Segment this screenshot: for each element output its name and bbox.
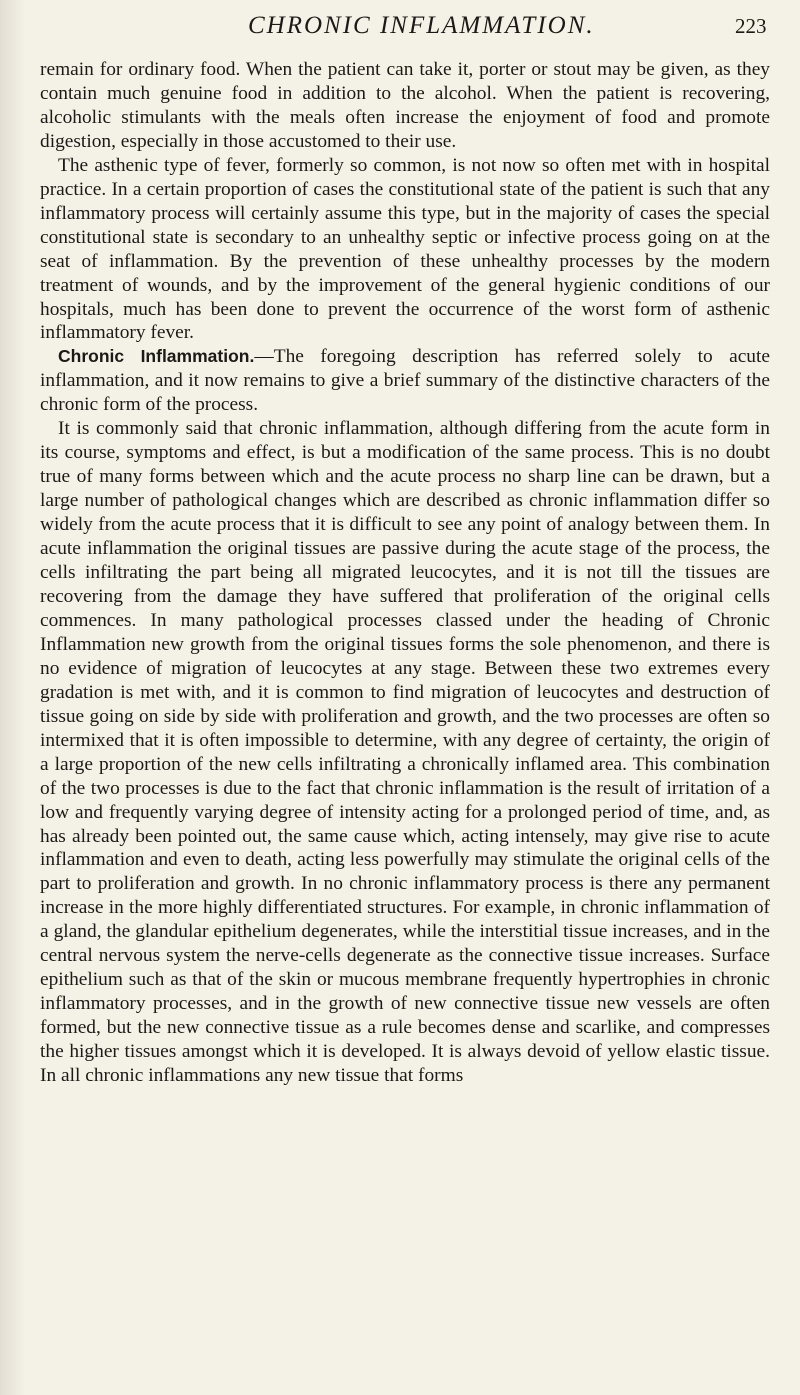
running-head xyxy=(0,12,800,52)
running-title: CHRONIC INFLAMMATION. xyxy=(248,12,595,39)
paragraph xyxy=(40,58,770,154)
paragraph-text: remain for ordinary food. When the patient can take it, porter or stout may be given, as they contain much genuine food in addition to the alcohol. When the patient is recovering, alcoholic stimulants with the meals often increase the enjoyment of food and promote digestion, especially in those accustomed to their use. xyxy=(40,59,770,152)
section-heading: Chronic Inflammation. xyxy=(58,346,255,367)
section-paragraph xyxy=(40,345,770,417)
paragraph-text: It is commonly said that chronic inflammation, although differing from the acute form in its course, symptoms and effect, is but a modification of the same process. This is no doubt true of many forms between which and the acute process no sharp line can be drawn, but a large number of pathological changes which are described as chronic inflammation differ so widely from the acute process that it is difficult to see any point of analogy between them. In acute inflammation the original tissues are passive during the acute stage of the process, the cells infiltrating the part being all migrated leucocytes, and it is not till the tissues are recovering from the damage they have suffered that proliferation of the original cells commences. In many pathological processes classed under the heading of Chronic Inflammation new growth from the original tissues forms the sole phenomenon, and there is no evidence of migration of leucocytes at any stage. Between these two extremes every gradation is met with, and it is common to find migration of leucocytes and destruction of tissue going on side by side with proliferation and growth, and the two processes are often so intermixed that it is often impossible to determine, with any degree of certainty, the origin of a large proportion of the new cells infiltrating a chronically inflamed area. This combination of the two processes is due to the fact that chronic inflammation is the result of irritation of a low and frequently varying degree of intensity acting for a prolonged period of time, and, as has already been pointed out, the same cause which, acting intensely, may give rise to acute inflammation and even to death, acting less powerfully may stimulate the original cells of the part to proliferation and growth. In no chronic inflammatory process is there any permanent increase in the more highly differentiated structures. For example, in chronic inflammation of a gland, the glandular epithelium degenerates, while the interstitial tissue increases, and in the central nervous system the nerve-cells degenerate as the connective tissue increases. Surface epithelium such as that of the skin or mucous membrane frequently hypertrophies in chronic inflammatory processes, and in the growth of new connective tissue new vessels are often formed, but the new connective tissue as a rule becomes dense and scarlike, and compresses the higher tissues amongst which it is developed. It is always devoid of yellow elastic tissue. In all chronic inflammations any new tissue that forms xyxy=(40,418,770,1087)
body-text xyxy=(40,58,770,1088)
page-number: 223 xyxy=(735,14,767,38)
paragraph-text: —The foregoing description has referred solely to acute inflammation, and it now remains to give a brief summary of the distinctive characters of the chronic form of the process. xyxy=(40,346,770,416)
paragraph-text: The asthenic type of fever, formerly so common, is not now so often met with in hospital practice. In a certain proportion of cases the constitutional state of the patient is such that any inflammatory process will certainly assume this type, but in the majority of cases the special constitutional state is secondary to an unhealthy septic or infective process going on at the seat of inflammation. By the prevention of these unhealthy processes by the modern treatment of wounds, and by the improvement of the general hygienic conditions of our hospitals, much has been done to prevent the occurrence of the worst form of asthenic inflammatory fever. xyxy=(40,154,770,344)
paragraph xyxy=(40,417,770,1088)
paragraph xyxy=(40,154,770,346)
